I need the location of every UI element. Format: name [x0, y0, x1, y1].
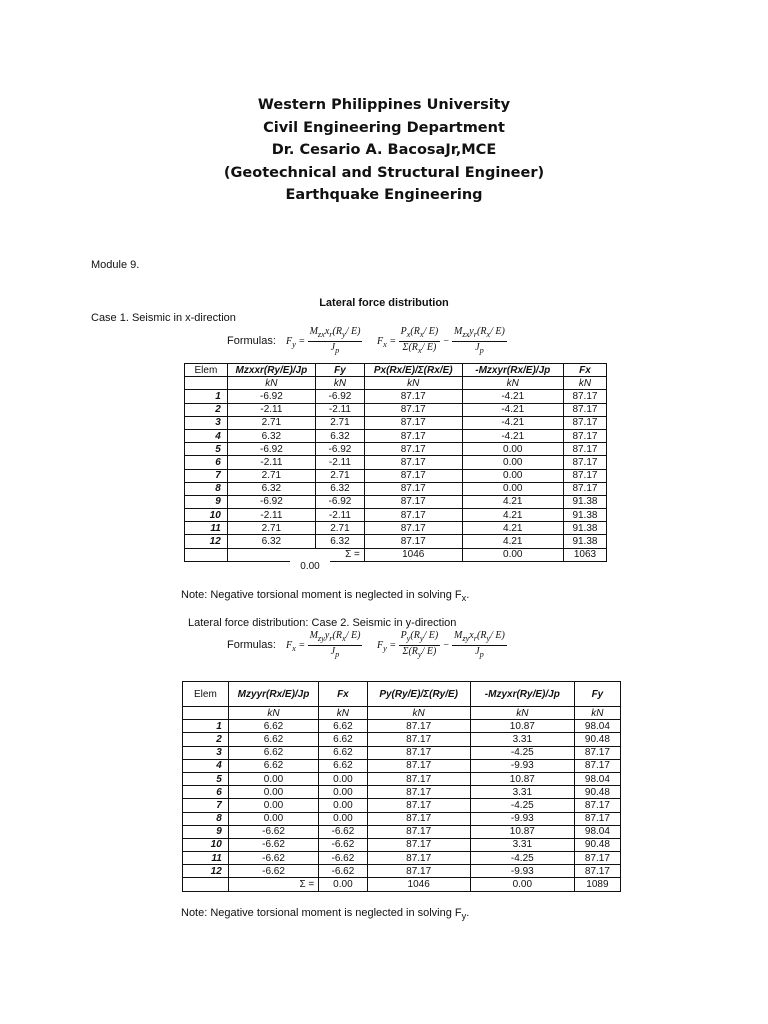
value-cell: 87.17: [367, 799, 470, 812]
header-cell: Elem: [185, 364, 228, 377]
value-cell: 0.00: [228, 786, 319, 799]
table-row: [185, 429, 607, 442]
university-name: Western Philippines University: [257, 97, 511, 113]
header-cell: Mzyyr(Rx/E)/Jp: [228, 682, 319, 707]
value-cell: 87.17: [367, 852, 470, 865]
value-cell: 6.32: [227, 482, 315, 495]
value-cell: -6.62: [228, 825, 319, 838]
table-row: [185, 390, 607, 403]
value-cell: 3.31: [470, 786, 574, 799]
value-cell: 98.04: [574, 772, 620, 785]
unit-cell: kN: [228, 707, 319, 720]
value-cell: -4.21: [462, 390, 563, 403]
value-cell: 10.87: [470, 825, 574, 838]
value-cell: -6.92: [227, 495, 315, 508]
value-cell: 0.00: [319, 812, 367, 825]
value-cell: 87.17: [364, 456, 462, 469]
table-row: [185, 443, 607, 456]
value-cell: -9.93: [470, 759, 574, 772]
value-cell: -2.11: [316, 403, 365, 416]
sum-fy-cell: 0.00: [290, 561, 330, 572]
value-cell: 4.21: [462, 522, 563, 535]
value-cell: 2.71: [227, 416, 315, 429]
elem-cell: 2: [183, 733, 229, 746]
value-cell: 3.31: [470, 733, 574, 746]
elem-cell: 12: [185, 535, 228, 548]
value-cell: 91.38: [563, 509, 606, 522]
elem-cell: 3: [185, 416, 228, 429]
value-cell: -6.62: [319, 865, 367, 878]
value-cell: 87.17: [367, 746, 470, 759]
value-cell: 98.04: [574, 825, 620, 838]
table-row: [185, 535, 607, 548]
case2-title: Lateral force distribution: Case 2. Seismic in y-direction: [188, 617, 457, 629]
elem-cell: 7: [183, 799, 229, 812]
table-row: [185, 469, 607, 482]
header-cell: Fy: [574, 682, 620, 707]
module-label: Module 9.: [91, 259, 140, 271]
value-cell: 3.31: [470, 838, 574, 851]
value-cell: 0.00: [319, 772, 367, 785]
elem-cell: 9: [183, 825, 229, 838]
value-cell: -6.92: [316, 495, 365, 508]
value-cell: 6.62: [319, 759, 367, 772]
value-cell: 2.71: [227, 469, 315, 482]
value-cell: 91.38: [563, 522, 606, 535]
case1-formulas-label: Formulas:: [227, 335, 276, 347]
table-row: [183, 786, 621, 799]
value-cell: 4.21: [462, 535, 563, 548]
instructor-name: Dr. Cesario A. BacosaJr,MCE: [271, 142, 497, 158]
value-cell: -4.21: [462, 403, 563, 416]
table-row: [185, 495, 607, 508]
sum-label: Σ =: [227, 548, 364, 561]
value-cell: 87.17: [364, 535, 462, 548]
value-cell: 6.62: [319, 720, 367, 733]
value-cell: 87.17: [563, 390, 606, 403]
unit-cell: kN: [316, 377, 365, 390]
unit-cell: kN: [470, 707, 574, 720]
sum-cell: 1046: [364, 548, 462, 561]
elem-cell: 4: [183, 759, 229, 772]
elem-cell: 6: [185, 456, 228, 469]
header-cell: Fx: [319, 682, 367, 707]
value-cell: 87.17: [364, 469, 462, 482]
table-header-row: [185, 364, 607, 377]
value-cell: -6.62: [319, 852, 367, 865]
elem-cell: 8: [183, 812, 229, 825]
instructor-title: (Geotechnical and Structural Engineer): [223, 164, 545, 181]
value-cell: 6.32: [316, 429, 365, 442]
value-cell: -4.25: [470, 799, 574, 812]
value-cell: -6.62: [228, 838, 319, 851]
value-cell: 2.71: [316, 522, 365, 535]
value-cell: -4.25: [470, 852, 574, 865]
value-cell: -6.62: [319, 838, 367, 851]
value-cell: 2.71: [316, 416, 365, 429]
value-cell: 90.48: [574, 838, 620, 851]
elem-cell: 2: [185, 403, 228, 416]
header-cell: Py(Ry/E)/Σ(Ry/E): [367, 682, 470, 707]
value-cell: 87.17: [364, 390, 462, 403]
value-cell: 0.00: [319, 786, 367, 799]
value-cell: 0.00: [319, 799, 367, 812]
value-cell: 87.17: [367, 838, 470, 851]
value-cell: 87.17: [563, 482, 606, 495]
value-cell: 98.04: [574, 720, 620, 733]
value-cell: 6.62: [228, 746, 319, 759]
value-cell: -4.21: [462, 416, 563, 429]
value-cell: 87.17: [367, 733, 470, 746]
value-cell: 87.17: [367, 865, 470, 878]
header-cell: Mzxxr(Ry/E)/Jp: [227, 364, 315, 377]
units-row: [185, 377, 607, 390]
header-cell: Fx: [563, 364, 606, 377]
sum-row: [185, 548, 607, 561]
value-cell: 6.62: [319, 733, 367, 746]
department-name: Civil Engineering Department: [263, 119, 505, 136]
value-cell: 10.87: [470, 772, 574, 785]
table-row: [183, 825, 621, 838]
elem-cell: 1: [185, 390, 228, 403]
elem-cell: 1: [183, 720, 229, 733]
value-cell: 0.00: [462, 469, 563, 482]
value-cell: 87.17: [563, 469, 606, 482]
value-cell: 6.32: [227, 429, 315, 442]
value-cell: 91.38: [563, 495, 606, 508]
sum-cell: 0.00: [319, 878, 367, 891]
value-cell: 87.17: [364, 443, 462, 456]
value-cell: 87.17: [563, 443, 606, 456]
value-cell: 0.00: [228, 812, 319, 825]
value-cell: -6.62: [228, 865, 319, 878]
value-cell: -2.11: [227, 509, 315, 522]
table-row: [183, 759, 621, 772]
value-cell: -2.11: [227, 403, 315, 416]
elem-cell: 11: [183, 852, 229, 865]
unit-cell: kN: [364, 377, 462, 390]
unit-cell: kN: [563, 377, 606, 390]
value-cell: 87.17: [367, 812, 470, 825]
value-cell: 90.48: [574, 733, 620, 746]
table-row: [183, 852, 621, 865]
value-cell: -6.92: [227, 443, 315, 456]
value-cell: 0.00: [462, 456, 563, 469]
unit-cell: kN: [319, 707, 367, 720]
value-cell: 87.17: [367, 720, 470, 733]
table-row: [183, 812, 621, 825]
value-cell: 0.00: [462, 443, 563, 456]
value-cell: 91.38: [563, 535, 606, 548]
value-cell: 90.48: [574, 786, 620, 799]
value-cell: 87.17: [563, 416, 606, 429]
table-row: [185, 482, 607, 495]
table-row: [185, 456, 607, 469]
table-row: [185, 509, 607, 522]
value-cell: 2.71: [227, 522, 315, 535]
table-header-row: [183, 682, 621, 707]
unit-cell: kN: [462, 377, 563, 390]
value-cell: 6.62: [228, 759, 319, 772]
case2-formula-1: $F_x$ = $\frac{M_{zy}y_r(R_x/ E)}{J_p}$: [286, 630, 361, 659]
value-cell: 87.17: [563, 403, 606, 416]
table-row: [183, 733, 621, 746]
unit-cell: kN: [574, 707, 620, 720]
case1-table: [184, 363, 607, 562]
sum-cell: 0.00: [462, 548, 563, 561]
sum-row: [183, 878, 621, 891]
value-cell: 87.17: [367, 786, 470, 799]
value-cell: -2.11: [316, 456, 365, 469]
elem-cell: 10: [185, 509, 228, 522]
sum-cell: 1063: [563, 548, 606, 561]
case1-note: Note: Negative torsional moment is neglected in solving $F_x$.: [181, 589, 470, 604]
value-cell: 4.21: [462, 509, 563, 522]
elem-cell: 10: [183, 838, 229, 851]
units-row: [183, 707, 621, 720]
value-cell: 6.32: [316, 535, 365, 548]
case1-title: Case 1. Seismic in x-direction: [91, 312, 236, 324]
elem-cell: 5: [185, 443, 228, 456]
header-cell: -Mzyxr(Ry/E)/Jp: [470, 682, 574, 707]
value-cell: 0.00: [228, 772, 319, 785]
elem-cell: 11: [185, 522, 228, 535]
value-cell: 87.17: [367, 825, 470, 838]
elem-cell: 6: [183, 786, 229, 799]
value-cell: 0.00: [462, 482, 563, 495]
value-cell: 87.17: [574, 812, 620, 825]
value-cell: -2.11: [316, 509, 365, 522]
case2-formulas-label: Formulas:: [227, 639, 276, 651]
value-cell: -6.92: [316, 390, 365, 403]
value-cell: 4.21: [462, 495, 563, 508]
section-title: Lateral force distribution: [319, 297, 449, 309]
elem-cell: 8: [185, 482, 228, 495]
course-name: Earthquake Engineering: [285, 187, 483, 203]
sum-label: Σ =: [228, 878, 319, 891]
sum-cell: 0.00: [470, 878, 574, 891]
value-cell: -6.62: [228, 852, 319, 865]
table-row: [185, 416, 607, 429]
value-cell: -2.11: [227, 456, 315, 469]
value-cell: 2.71: [316, 469, 365, 482]
value-cell: -9.93: [470, 865, 574, 878]
table-row: [185, 403, 607, 416]
value-cell: 87.17: [364, 482, 462, 495]
unit-cell: kN: [367, 707, 470, 720]
value-cell: 87.17: [364, 403, 462, 416]
value-cell: 6.62: [319, 746, 367, 759]
value-cell: -4.25: [470, 746, 574, 759]
table-row: [183, 838, 621, 851]
value-cell: -4.21: [462, 429, 563, 442]
sum-cell: 1089: [574, 878, 620, 891]
elem-cell: 7: [185, 469, 228, 482]
case1-formula-2: $F_x$ = $\frac{P_x(R_x/ E)}{\Sigma(R_x/ E)}$ − $\frac{M_{zx}y_r(R_x/ E)}{J_p}$: [377, 326, 505, 355]
sum-cell: 1046: [367, 878, 470, 891]
value-cell: 6.32: [227, 535, 315, 548]
document-header: [0, 94, 768, 207]
header-cell: Fy: [316, 364, 365, 377]
elem-cell: 12: [183, 865, 229, 878]
value-cell: 6.62: [228, 733, 319, 746]
value-cell: 87.17: [364, 522, 462, 535]
value-cell: 87.17: [367, 759, 470, 772]
value-cell: -6.92: [227, 390, 315, 403]
value-cell: 87.17: [574, 746, 620, 759]
value-cell: 87.17: [364, 416, 462, 429]
header-cell: -Mzxyr(Rx/E)/Jp: [462, 364, 563, 377]
value-cell: 87.17: [563, 429, 606, 442]
value-cell: 87.17: [574, 759, 620, 772]
value-cell: 87.17: [364, 509, 462, 522]
elem-cell: 5: [183, 772, 229, 785]
value-cell: 87.17: [574, 852, 620, 865]
header-cell: Px(Rx/E)/Σ(Rx/E): [364, 364, 462, 377]
value-cell: 6.62: [228, 720, 319, 733]
table-row: [183, 772, 621, 785]
value-cell: 87.17: [563, 456, 606, 469]
value-cell: 87.17: [367, 772, 470, 785]
value-cell: -9.93: [470, 812, 574, 825]
case2-note: Note: Negative torsional moment is neglected in solving $F_y$.: [181, 907, 470, 922]
unit-cell: kN: [227, 377, 315, 390]
elem-cell: 3: [183, 746, 229, 759]
value-cell: 87.17: [574, 865, 620, 878]
case2-formula-2: $F_y$ = $\frac{P_y(R_y/ E)}{\Sigma(R_y/ E)}$ − $\frac{M_{zy}x_r(R_y/ E)}{J_p}$: [377, 630, 505, 659]
value-cell: 87.17: [574, 799, 620, 812]
value-cell: 0.00: [228, 799, 319, 812]
value-cell: 87.17: [364, 495, 462, 508]
table-row: [183, 746, 621, 759]
table-row: [183, 865, 621, 878]
elem-cell: 4: [185, 429, 228, 442]
value-cell: -6.92: [316, 443, 365, 456]
table-row: [185, 522, 607, 535]
header-cell: Elem: [183, 682, 229, 707]
table-row: [183, 720, 621, 733]
case2-table: [182, 681, 621, 892]
value-cell: 87.17: [364, 429, 462, 442]
value-cell: -6.62: [319, 825, 367, 838]
case1-formula-1: $F_y$ = $\frac{M_{zx}x_r(R_y/ E)}{J_p}$: [286, 326, 361, 355]
value-cell: 10.87: [470, 720, 574, 733]
table-row: [183, 799, 621, 812]
value-cell: 6.32: [316, 482, 365, 495]
elem-cell: 9: [185, 495, 228, 508]
